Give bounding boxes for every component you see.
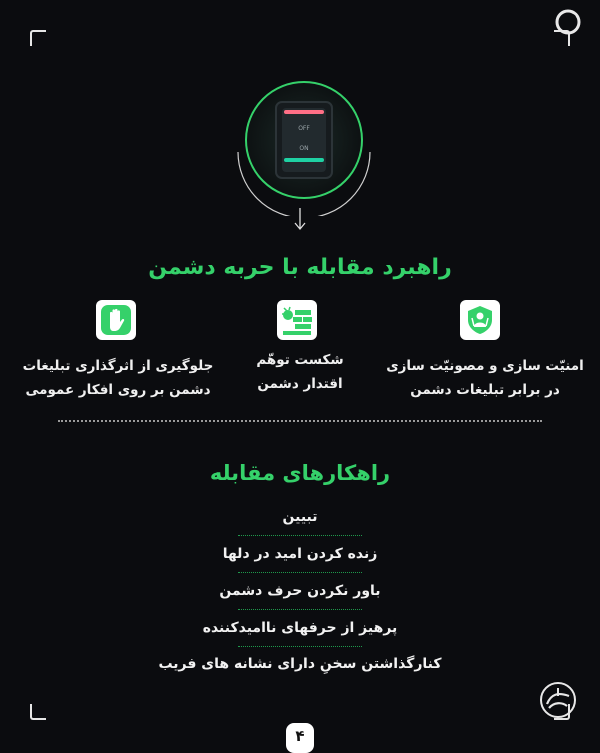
solution-separator: [238, 572, 362, 573]
solution-item: باور نکردن حرف دشمن: [219, 583, 381, 599]
arrow-down-icon: [290, 208, 310, 234]
shield-person-icon: [460, 300, 500, 340]
solutions-heading: راهکارهای مقابله: [209, 461, 391, 485]
strategy-text-3: جلوگیری از اثرگذاری تبلیغات دشمن بر روی افکار عمومی: [22, 358, 214, 398]
stop-hand-icon: [96, 300, 136, 340]
power-switch-illustration: [236, 80, 372, 216]
switch-on-label: ON: [299, 145, 309, 152]
strategy-text-1: امنیّت سازی و مصونیّت سازی در برابر تبلیغات دشمن: [386, 358, 584, 398]
switch-off-label: OFF: [298, 125, 310, 132]
strategy-text-2: شکست توهّم اقتدار دشمن: [256, 352, 344, 392]
solution-separator: [238, 609, 362, 610]
solution-item: کنارگذاشتن سخنِ دارای نشانه های فریب: [158, 656, 442, 672]
solution-item: تبیین: [282, 509, 318, 525]
solution-item: پرهیز از حرفهای ناامیدکننده: [202, 620, 398, 636]
main-heading: راهبرد مقابله با حربه دشمن: [148, 255, 452, 280]
logo-icon: [554, 8, 582, 36]
solution-item: زنده کردن امید در دلها: [222, 546, 378, 562]
solution-separator: [238, 646, 362, 647]
solution-separator: [238, 535, 362, 536]
page-number-badge: ۴: [286, 723, 314, 753]
corner-mark-bottom-left: [30, 704, 46, 720]
corner-mark-top-left: [30, 30, 46, 46]
broken-wall-icon: [277, 300, 317, 340]
dotted-divider: [58, 420, 542, 422]
emblem-logo-icon: [538, 680, 578, 720]
